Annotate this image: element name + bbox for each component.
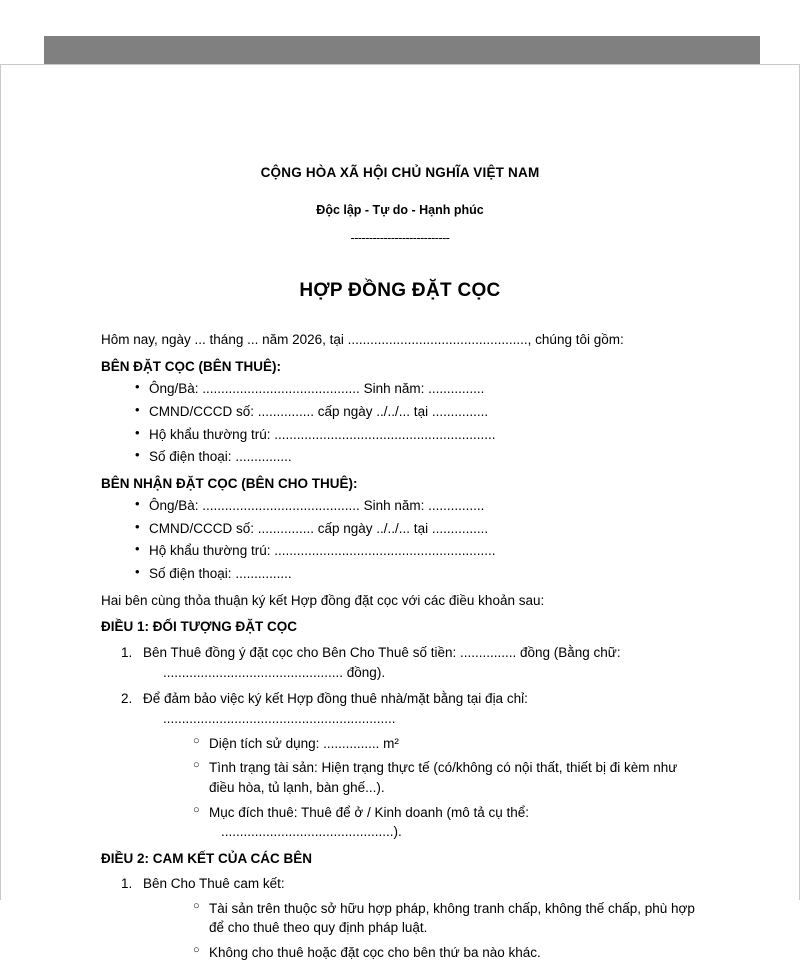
national-motto: Độc lập - Tự do - Hạnh phúc: [316, 202, 484, 217]
list-item: ○ Diện tích sử dụng: ............... m²: [193, 734, 699, 754]
list-item: ○ Tình trạng tài sản: Hiện trạng thực tế (có/không có nội thất, thiết bị đi kèm như điều hòa, tủ lạnh, bàn ghế...).: [193, 758, 699, 797]
article-1-sub-3-continuation: ..............................................).: [221, 824, 402, 840]
article-1-item-2-continuation: ..............................................................: [163, 711, 396, 727]
window-top-bar: [44, 36, 760, 66]
article-1-heading: ĐIỀU 1: ĐỐI TƯỢNG ĐẶT CỌC: [101, 619, 297, 635]
list-item: • CMND/CCCD số: ............... cấp ngày ../../... tại ...............: [135, 402, 699, 422]
document-body: [101, 163, 699, 963]
agreement-line: Hai bên cùng thỏa thuận ký kết Hợp đồng đặt cọc với các điều khoản sau:: [101, 592, 545, 608]
list-item: [121, 874, 699, 962]
article-1-sub-3-text: Mục đích thuê: Thuê để ở / Kinh doanh (mô tả cụ thể:: [209, 804, 530, 820]
party-b-heading: BÊN NHẬN ĐẶT CỌC (BÊN CHO THUÊ):: [101, 475, 358, 491]
article-2-sub-list: [143, 899, 699, 963]
intro-paragraph: Hôm nay, ngày ... tháng ... năm 2026, tại ................................................, chúng tôi gồm:: [101, 332, 624, 348]
article-1-sub-list: [143, 734, 699, 842]
list-item: • Hộ khẩu thường trú: ...........................................................: [135, 541, 699, 561]
document-page: [0, 64, 800, 960]
party-a-list: [101, 379, 699, 466]
list-item: [121, 643, 699, 683]
party-b-list: [101, 496, 699, 583]
list-item: • Ông/Bà: .......................................... Sinh năm: ...............: [135, 379, 699, 399]
list-item: ○ Tài sản trên thuộc sở hữu hợp pháp, không tranh chấp, không thế chấp, phù hợp để cho thuê theo quy định pháp luật.: [193, 899, 699, 938]
document-title: HỢP ĐỒNG ĐẶT CỌC: [299, 279, 501, 301]
article-2-item-1-text: Bên Cho Thuê cam kết:: [143, 876, 285, 892]
article-2-heading: ĐIỀU 2: CAM KẾT CỦA CÁC BÊN: [101, 850, 313, 866]
article-2-list: [101, 874, 699, 962]
article-1-item-1-continuation: ................................................ đồng).: [163, 665, 386, 681]
list-item: • Hộ khẩu thường trú: ...........................................................: [135, 425, 699, 445]
list-item: [193, 803, 699, 842]
list-item: • Ông/Bà: .......................................... Sinh năm: ...............: [135, 496, 699, 516]
list-item: ○ Không cho thuê hoặc đặt cọc cho bên thứ ba nào khác.: [193, 943, 699, 963]
article-1-item-2-text: Để đảm bảo việc ký kết Hợp đồng thuê nhà/mặt bằng tại địa chỉ:: [143, 690, 528, 706]
list-item: • Số điện thoại: ...............: [135, 564, 699, 584]
list-item: [121, 689, 699, 842]
list-item: • CMND/CCCD số: ............... cấp ngày ../../... tại ...............: [135, 519, 699, 539]
list-item: • Số điện thoại: ...............: [135, 447, 699, 467]
article-1-list: [101, 643, 699, 842]
party-a-heading: BÊN ĐẶT CỌC (BÊN THUÊ):: [101, 358, 281, 374]
heading-divider: ---------------------------: [350, 230, 450, 245]
national-heading: CỘNG HÒA XÃ HỘI CHỦ NGHĨA VIỆT NAM: [260, 165, 540, 180]
article-1-item-1-text: Bên Thuê đồng ý đặt cọc cho Bên Cho Thuê số tiền: ............... đồng (Bằng chữ:: [143, 644, 621, 660]
